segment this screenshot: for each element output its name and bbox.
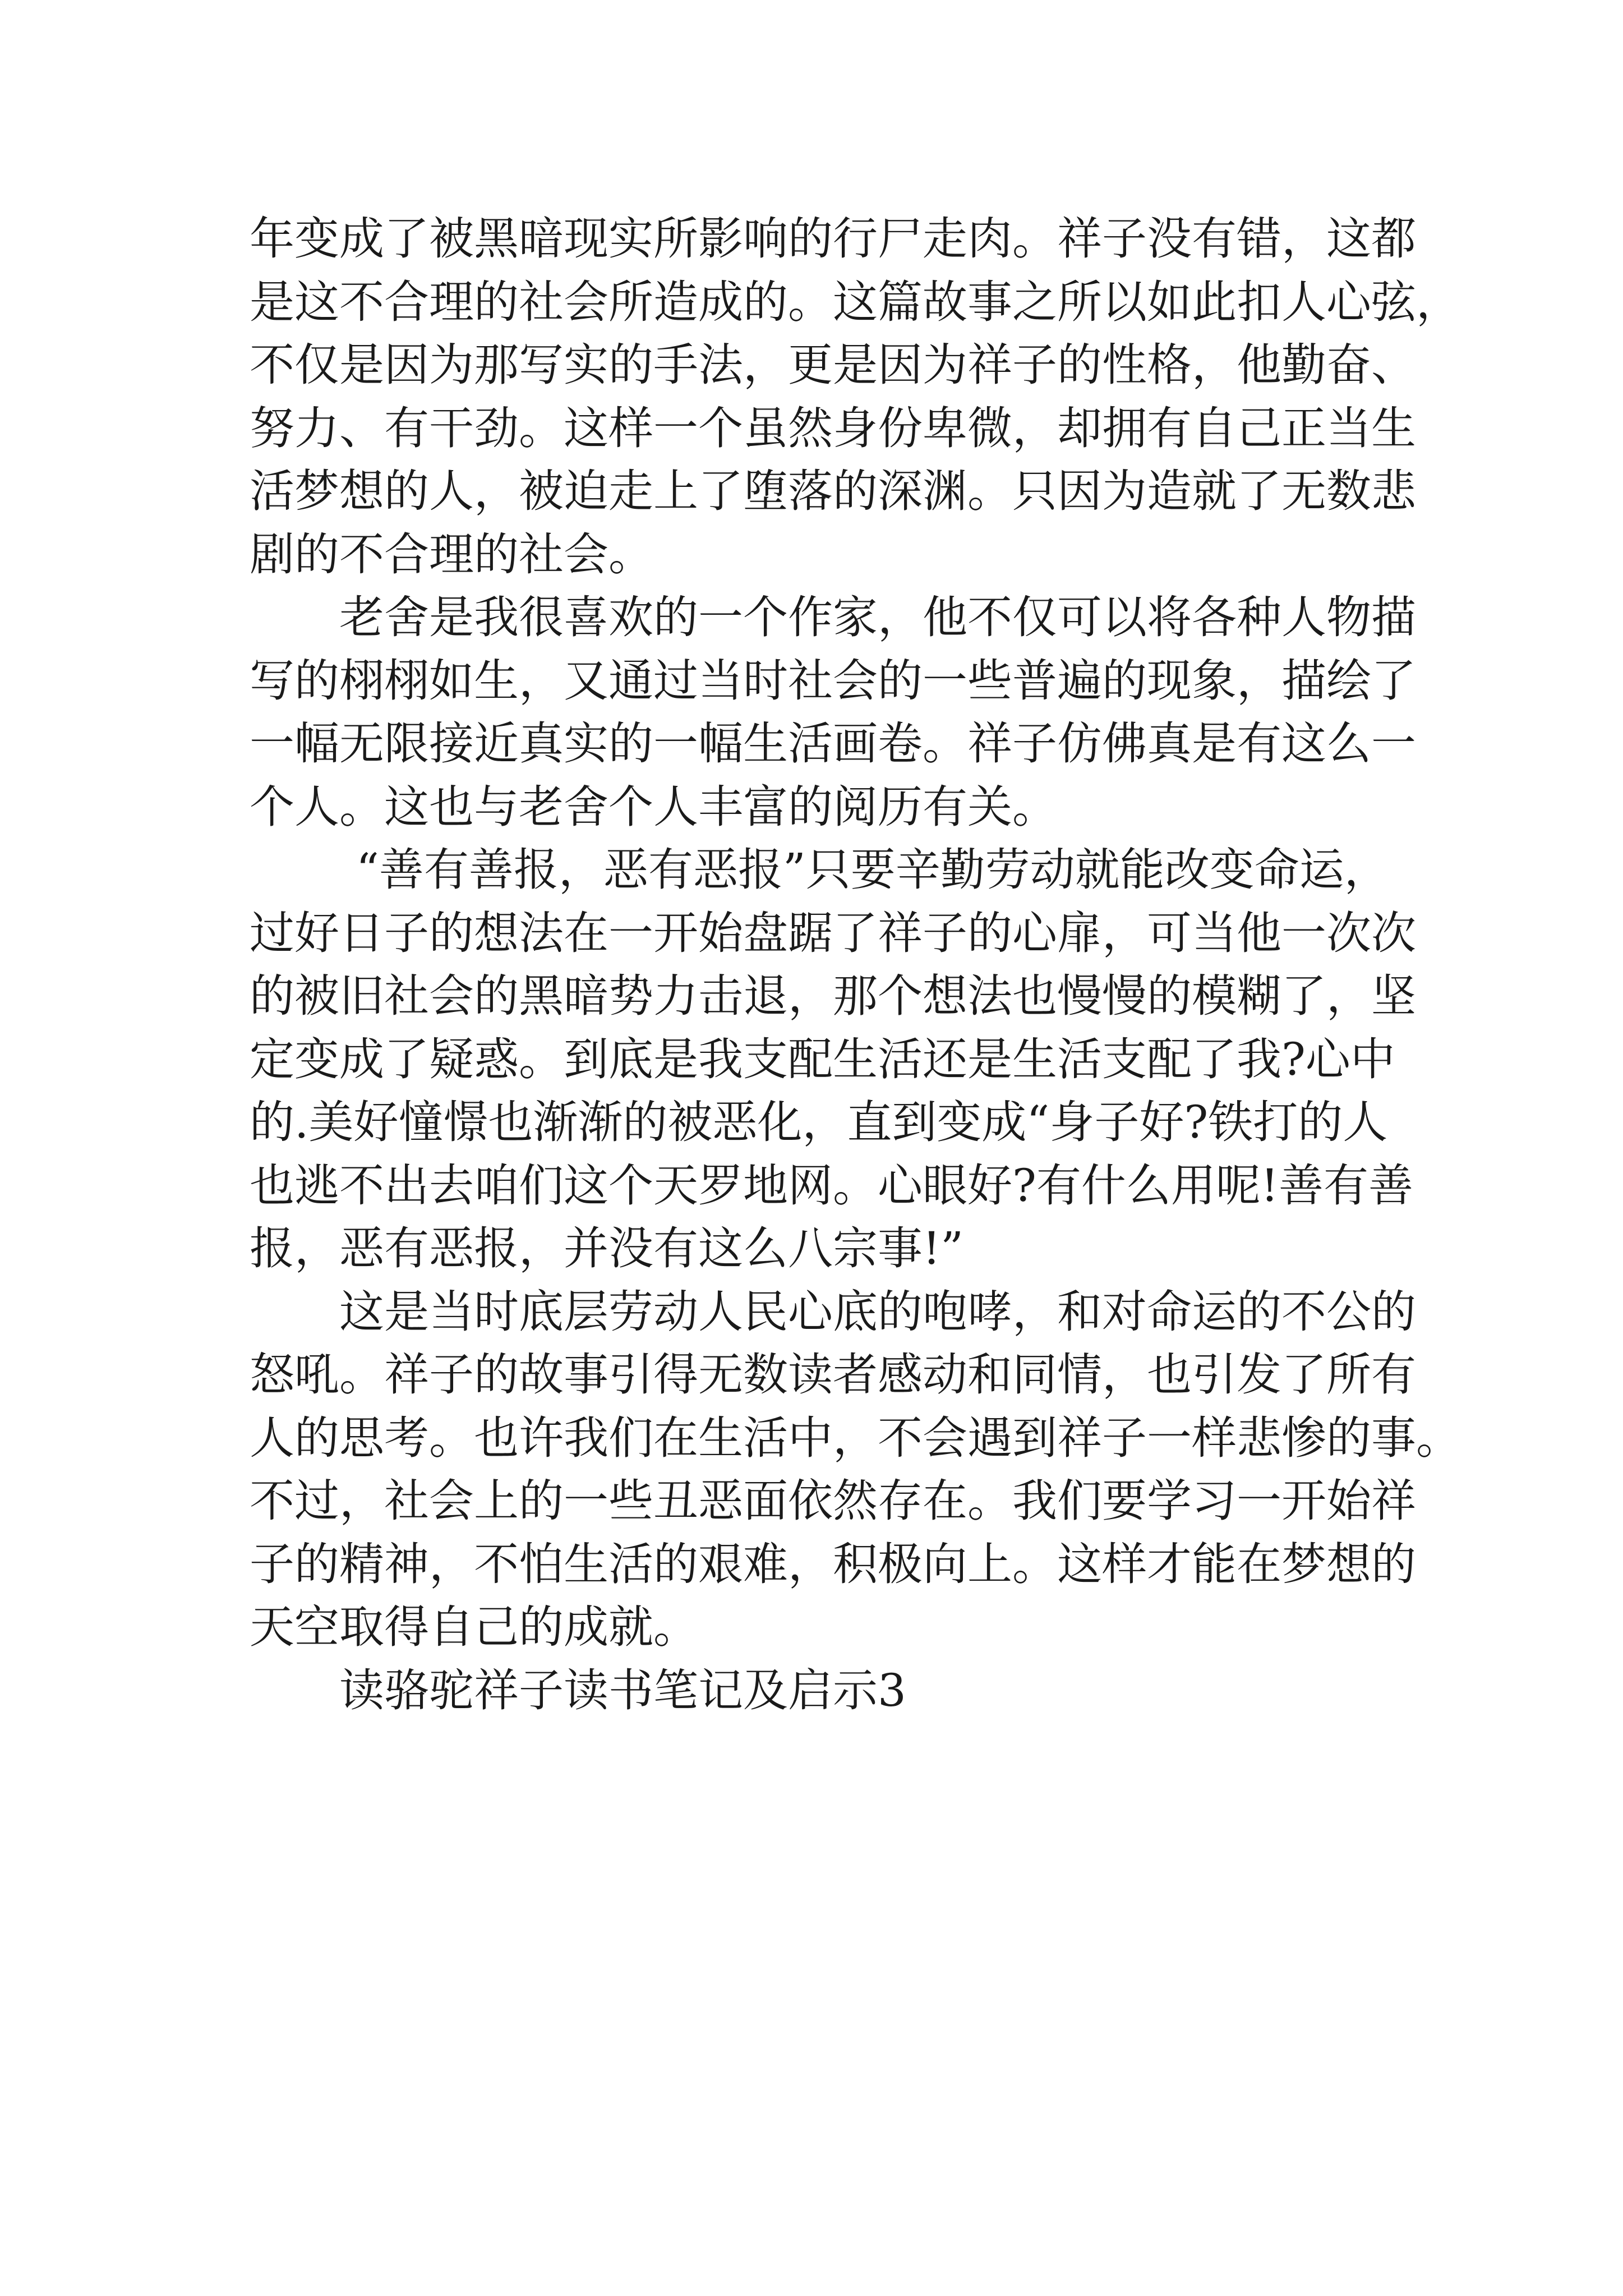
text-line: 努力、有干劲。这样一个虽然身份卑微，却拥有自己正当生 [250, 402, 1416, 454]
body-text [250, 208, 1461, 1722]
text-line: 子的精神，不怕生活的艰难，积极向上。这样才能在梦想的 [250, 1538, 1416, 1590]
text-line: 定变成了疑惑。到底是我支配生活还是生活支配了我?心中 [250, 1033, 1395, 1085]
text-line: 天空取得自己的成就。 [250, 1601, 698, 1653]
text-line: 怒吼。祥子的故事引得无数读者感动和同情，也引发了所有 [250, 1349, 1416, 1401]
text-line: 是这不合理的社会所造成的。这篇故事之所以如此扣人心弦， [250, 275, 1461, 328]
text-line: 这是当时底层劳动人民心底的咆哮，和对命运的不公的 [339, 1285, 1416, 1338]
text-line: 不过，社会上的一些丑恶面依然存在。我们要学习一开始祥 [250, 1475, 1416, 1527]
text-line: 的.美好憧憬也渐渐的被恶化，直到变成“身子好?铁打的人 [250, 1096, 1388, 1148]
text-line: 读骆驼祥子读书笔记及启示3 [339, 1664, 906, 1717]
text-line: 活梦想的人，被迫走上了堕落的深渊。只因为造就了无数悲 [250, 465, 1416, 517]
text-line: 个人。这也与老舍个人丰富的阅历有关。 [250, 780, 1057, 833]
text-line: 剧的不合理的社会。 [250, 528, 653, 581]
text-line: 一幅无限接近真实的一幅生活画卷。祥子仿佛真是有这么一 [250, 717, 1416, 770]
text-line: 年变成了被黑暗现实所影响的行尸走肉。祥子没有错，这都 [250, 213, 1416, 265]
text-line: 过好日子的想法在一开始盘踞了祥子的心扉，可当他一次次 [250, 907, 1416, 959]
text-line: 写的栩栩如生，又通过当时社会的一些普遍的现象，描绘了 [250, 654, 1416, 707]
text-line: 不仅是因为那写实的手法，更是因为祥子的性格，他勤奋、 [250, 339, 1416, 391]
text-line: 人的思考。也许我们在生活中，不会遇到祥子一样悲惨的事。 [250, 1411, 1461, 1464]
text-line: 老舍是我很喜欢的一个作家，他不仅可以将各种人物描 [339, 591, 1416, 643]
text-line: 也逃不出去咱们这个天罗地网。心眼好?有什么用呢!善有善 [250, 1159, 1414, 1212]
text-line: 的被旧社会的黑暗势力击退，那个想法也慢慢的模糊了，坚 [250, 970, 1416, 1022]
text-line: 报，恶有恶报，并没有这么八宗事!” [250, 1222, 964, 1274]
text-line: “善有善报，恶有恶报”只要辛勤劳动就能改变命运， [356, 844, 1389, 896]
